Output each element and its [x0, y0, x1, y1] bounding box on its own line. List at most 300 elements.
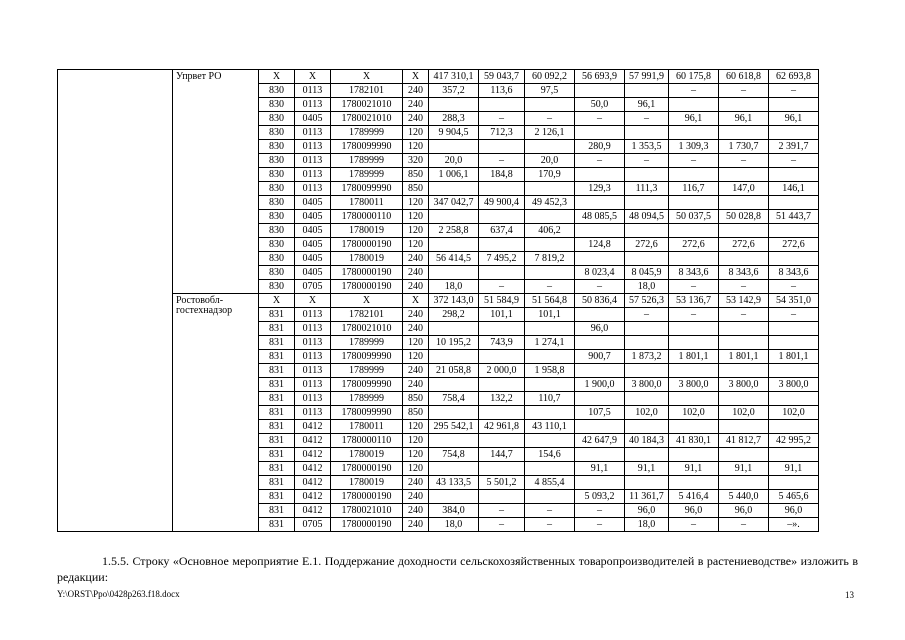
year-value-cell: 96,1: [625, 98, 669, 112]
year-value-cell: 60 175,8: [669, 70, 719, 84]
section-code-cell: 0113: [295, 350, 331, 364]
section-code-cell: 0113: [295, 406, 331, 420]
year-value-cell: [525, 98, 575, 112]
year-value-cell: [625, 252, 669, 266]
year-value-cell: [575, 476, 625, 490]
year-value-cell: 96,1: [669, 112, 719, 126]
gov-code-cell: 830: [259, 196, 295, 210]
year-value-cell: [525, 378, 575, 392]
year-value-cell: 3 800,0: [769, 378, 819, 392]
year-value-cell: –: [669, 518, 719, 532]
target-code-cell: 1780099990: [331, 350, 403, 364]
expense-type-code-cell: 240: [403, 518, 429, 532]
section-code-cell: 0113: [295, 84, 331, 98]
target-code-cell: 1780011: [331, 420, 403, 434]
year-value-cell: [669, 322, 719, 336]
year-value-cell: –: [525, 504, 575, 518]
target-code-cell: 1780099990: [331, 182, 403, 196]
year-value-cell: 1 958,8: [525, 364, 575, 378]
year-value-cell: 1 801,1: [719, 350, 769, 364]
year-value-cell: [769, 98, 819, 112]
year-value-cell: 60 092,2: [525, 70, 575, 84]
year-value-cell: [769, 448, 819, 462]
year-value-cell: –: [625, 112, 669, 126]
year-value-cell: 124,8: [575, 238, 625, 252]
expense-type-code-cell: 240: [403, 84, 429, 98]
year-value-cell: [575, 336, 625, 350]
year-value-cell: 7 819,2: [525, 252, 575, 266]
year-value-cell: [625, 392, 669, 406]
year-value-cell: 5 416,4: [669, 490, 719, 504]
total-value-cell: 18,0: [429, 518, 479, 532]
table-row: [58, 294, 868, 308]
year-value-cell: –: [625, 154, 669, 168]
year-value-cell: 154,6: [525, 448, 575, 462]
year-value-cell: 42 647,9: [575, 434, 625, 448]
year-value-cell: [525, 462, 575, 476]
year-value-cell: [575, 252, 625, 266]
gov-code-cell: 831: [259, 308, 295, 322]
year-value-cell: [669, 336, 719, 350]
year-value-cell: 97,5: [525, 84, 575, 98]
section-code-cell: 0705: [295, 280, 331, 294]
year-value-cell: 41 812,7: [719, 434, 769, 448]
year-value-cell: 5 465,6: [769, 490, 819, 504]
expense-type-code-cell: 240: [403, 112, 429, 126]
year-value-cell: 49 900,4: [479, 196, 525, 210]
year-value-cell: [525, 350, 575, 364]
year-value-cell: [719, 98, 769, 112]
year-value-cell: [625, 224, 669, 238]
year-value-cell: 101,1: [479, 308, 525, 322]
target-code-cell: 1780099990: [331, 406, 403, 420]
year-value-cell: 51 564,8: [525, 294, 575, 308]
year-value-cell: 3 800,0: [625, 378, 669, 392]
total-value-cell: [429, 238, 479, 252]
gov-code-cell: 830: [259, 252, 295, 266]
year-value-cell: –: [669, 84, 719, 98]
year-value-cell: [525, 266, 575, 280]
total-value-cell: 21 058,8: [429, 364, 479, 378]
year-value-cell: 1 353,5: [625, 140, 669, 154]
year-value-cell: [719, 420, 769, 434]
section-code-cell: 0405: [295, 196, 331, 210]
total-value-cell: 758,4: [429, 392, 479, 406]
table-row: [58, 70, 868, 84]
year-value-cell: 50 836,4: [575, 294, 625, 308]
year-value-cell: 102,0: [669, 406, 719, 420]
year-value-cell: [525, 238, 575, 252]
section-code-cell: Х: [295, 294, 331, 308]
year-value-cell: 48 094,5: [625, 210, 669, 224]
expense-type-code-cell: 240: [403, 322, 429, 336]
gov-code-cell: 831: [259, 322, 295, 336]
section-code-cell: 0113: [295, 322, 331, 336]
section-code-cell: 0113: [295, 378, 331, 392]
year-value-cell: [669, 252, 719, 266]
year-value-cell: [719, 168, 769, 182]
expense-type-code-cell: 120: [403, 238, 429, 252]
gov-code-cell: 831: [259, 462, 295, 476]
total-value-cell: [429, 462, 479, 476]
year-value-cell: –: [525, 518, 575, 532]
year-value-cell: [669, 476, 719, 490]
expense-type-code-cell: 240: [403, 98, 429, 112]
year-value-cell: [769, 476, 819, 490]
total-value-cell: [429, 266, 479, 280]
total-value-cell: 384,0: [429, 504, 479, 518]
year-value-cell: 144,7: [479, 448, 525, 462]
gov-code-cell: 830: [259, 224, 295, 238]
expense-type-code-cell: 850: [403, 168, 429, 182]
section-code-cell: 0412: [295, 448, 331, 462]
section-code-cell: 0405: [295, 112, 331, 126]
year-value-cell: 2 126,1: [525, 126, 575, 140]
year-value-cell: [479, 182, 525, 196]
gov-code-cell: 830: [259, 126, 295, 140]
target-code-cell: 1780019: [331, 448, 403, 462]
year-value-cell: 50 037,5: [669, 210, 719, 224]
total-value-cell: 298,2: [429, 308, 479, 322]
year-value-cell: 60 618,8: [719, 70, 769, 84]
expense-type-code-cell: 120: [403, 196, 429, 210]
year-value-cell: –: [575, 280, 625, 294]
year-value-cell: [479, 140, 525, 154]
expense-type-code-cell: 850: [403, 392, 429, 406]
year-value-cell: 184,8: [479, 168, 525, 182]
year-value-cell: 43 110,1: [525, 420, 575, 434]
year-value-cell: 743,9: [479, 336, 525, 350]
year-value-cell: –: [719, 308, 769, 322]
target-code-cell: 1789999: [331, 168, 403, 182]
gov-code-cell: 831: [259, 406, 295, 420]
year-value-cell: [669, 448, 719, 462]
year-value-cell: 96,0: [769, 504, 819, 518]
target-code-cell: 1789999: [331, 392, 403, 406]
target-code-cell: 1780000190: [331, 518, 403, 532]
gov-code-cell: Х: [259, 70, 295, 84]
year-value-cell: 272,6: [625, 238, 669, 252]
year-value-cell: [669, 420, 719, 434]
gov-code-cell: 831: [259, 350, 295, 364]
year-value-cell: [625, 168, 669, 182]
section-code-cell: 0405: [295, 210, 331, 224]
expense-type-code-cell: Х: [403, 294, 429, 308]
year-value-cell: [669, 126, 719, 140]
gov-code-cell: 831: [259, 476, 295, 490]
gov-code-cell: 831: [259, 504, 295, 518]
expense-type-code-cell: 120: [403, 350, 429, 364]
target-code-cell: 1789999: [331, 126, 403, 140]
year-value-cell: 129,3: [575, 182, 625, 196]
target-code-cell: 1782101: [331, 84, 403, 98]
year-value-cell: [525, 490, 575, 504]
footer-file-path: Y:\ORST\Ppo\0428p263.f18.docx: [57, 589, 180, 599]
year-value-cell: [575, 364, 625, 378]
expense-type-code-cell: 120: [403, 434, 429, 448]
section-code-cell: 0113: [295, 154, 331, 168]
gov-code-cell: 831: [259, 336, 295, 350]
target-code-cell: Х: [331, 70, 403, 84]
year-value-cell: [625, 364, 669, 378]
section-code-cell: Х: [295, 70, 331, 84]
year-value-cell: 101,1: [525, 308, 575, 322]
year-value-cell: 2 391,7: [769, 140, 819, 154]
year-value-cell: [525, 140, 575, 154]
target-code-cell: 1780021010: [331, 112, 403, 126]
target-code-cell: 1780000190: [331, 280, 403, 294]
year-value-cell: –: [575, 154, 625, 168]
target-code-cell: 1780000110: [331, 210, 403, 224]
year-value-cell: [769, 336, 819, 350]
year-value-cell: [479, 406, 525, 420]
year-value-cell: [479, 378, 525, 392]
year-value-cell: 96,0: [669, 504, 719, 518]
section-code-cell: 0113: [295, 392, 331, 406]
year-value-cell: [479, 322, 525, 336]
target-code-cell: 1780000190: [331, 238, 403, 252]
section-code-cell: 0405: [295, 266, 331, 280]
year-value-cell: –: [625, 308, 669, 322]
section-code-cell: 0705: [295, 518, 331, 532]
expense-type-code-cell: 850: [403, 406, 429, 420]
expense-type-code-cell: 120: [403, 462, 429, 476]
year-value-cell: [525, 434, 575, 448]
year-value-cell: 272,6: [669, 238, 719, 252]
year-value-cell: [719, 126, 769, 140]
year-value-cell: [669, 196, 719, 210]
year-value-cell: [479, 434, 525, 448]
section-code-cell: 0412: [295, 462, 331, 476]
total-value-cell: [429, 98, 479, 112]
year-value-cell: 406,2: [525, 224, 575, 238]
instruction-paragraph: 1.5.5. Строку «Основное мероприятие Е.1. Поддержание доходности сельскохозяйственных товаропроизводителей в растениеводстве» изложить в редакции:: [57, 554, 858, 584]
expense-type-code-cell: 240: [403, 476, 429, 490]
year-value-cell: 96,0: [625, 504, 669, 518]
year-value-cell: 20,0: [525, 154, 575, 168]
expense-type-code-cell: 850: [403, 182, 429, 196]
expense-type-code-cell: 240: [403, 280, 429, 294]
gov-code-cell: 830: [259, 154, 295, 168]
year-value-cell: [479, 490, 525, 504]
year-value-cell: [769, 252, 819, 266]
year-value-cell: 59 043,7: [479, 70, 525, 84]
executor-cell: Ростовобл-гостехнадзор: [173, 294, 259, 532]
gov-code-cell: 831: [259, 378, 295, 392]
target-code-cell: 1780011: [331, 196, 403, 210]
section-code-cell: 0412: [295, 434, 331, 448]
total-value-cell: 10 195,2: [429, 336, 479, 350]
year-value-cell: [769, 364, 819, 378]
target-code-cell: 1780021010: [331, 98, 403, 112]
year-value-cell: 110,7: [525, 392, 575, 406]
year-value-cell: [769, 322, 819, 336]
year-value-cell: [575, 392, 625, 406]
year-value-cell: [669, 392, 719, 406]
total-value-cell: 357,2: [429, 84, 479, 98]
year-value-cell: 147,0: [719, 182, 769, 196]
section-code-cell: 0113: [295, 98, 331, 112]
target-code-cell: 1780019: [331, 252, 403, 266]
total-value-cell: [429, 322, 479, 336]
year-value-cell: 1 900,0: [575, 378, 625, 392]
year-value-cell: 57 991,9: [625, 70, 669, 84]
year-value-cell: –».: [769, 518, 819, 532]
table-body: [58, 70, 868, 532]
year-value-cell: –: [769, 308, 819, 322]
gov-code-cell: 831: [259, 490, 295, 504]
year-value-cell: 272,6: [719, 238, 769, 252]
year-value-cell: 8 343,6: [669, 266, 719, 280]
year-value-cell: 49 452,3: [525, 196, 575, 210]
year-value-cell: –: [575, 518, 625, 532]
target-code-cell: 1789999: [331, 154, 403, 168]
year-value-cell: 18,0: [625, 518, 669, 532]
year-value-cell: [525, 406, 575, 420]
target-code-cell: 1780000190: [331, 462, 403, 476]
year-value-cell: 51 584,9: [479, 294, 525, 308]
section-code-cell: 0412: [295, 420, 331, 434]
year-value-cell: 146,1: [769, 182, 819, 196]
year-value-cell: [769, 196, 819, 210]
year-value-cell: 42 961,8: [479, 420, 525, 434]
section-code-cell: 0412: [295, 504, 331, 518]
year-value-cell: [719, 252, 769, 266]
year-value-cell: 4 855,4: [525, 476, 575, 490]
gov-code-cell: 830: [259, 210, 295, 224]
year-value-cell: –: [719, 84, 769, 98]
year-value-cell: [769, 420, 819, 434]
year-value-cell: 132,2: [479, 392, 525, 406]
year-value-cell: [479, 462, 525, 476]
section-code-cell: 0405: [295, 252, 331, 266]
target-code-cell: 1780000190: [331, 490, 403, 504]
year-value-cell: 96,1: [769, 112, 819, 126]
total-value-cell: [429, 350, 479, 364]
year-value-cell: –: [479, 280, 525, 294]
year-value-cell: 1 730,7: [719, 140, 769, 154]
year-value-cell: 96,0: [719, 504, 769, 518]
target-code-cell: 1780019: [331, 224, 403, 238]
year-value-cell: 113,6: [479, 84, 525, 98]
year-value-cell: 8 023,4: [575, 266, 625, 280]
year-value-cell: 91,1: [719, 462, 769, 476]
section-code-cell: 0113: [295, 182, 331, 196]
year-value-cell: 1 801,1: [669, 350, 719, 364]
expense-type-code-cell: 240: [403, 266, 429, 280]
year-value-cell: [625, 196, 669, 210]
gov-code-cell: 830: [259, 182, 295, 196]
expense-type-code-cell: 320: [403, 154, 429, 168]
total-value-cell: 9 904,5: [429, 126, 479, 140]
year-value-cell: 5 440,0: [719, 490, 769, 504]
gov-code-cell: 830: [259, 280, 295, 294]
total-value-cell: 288,3: [429, 112, 479, 126]
year-value-cell: –: [479, 504, 525, 518]
year-value-cell: 8 045,9: [625, 266, 669, 280]
section-code-cell: 0113: [295, 168, 331, 182]
year-value-cell: [479, 238, 525, 252]
total-value-cell: 754,8: [429, 448, 479, 462]
year-value-cell: 18,0: [625, 280, 669, 294]
year-value-cell: [719, 196, 769, 210]
section-code-cell: 0113: [295, 308, 331, 322]
year-value-cell: [625, 476, 669, 490]
year-value-cell: [719, 392, 769, 406]
year-value-cell: –: [719, 154, 769, 168]
year-value-cell: 57 526,3: [625, 294, 669, 308]
year-value-cell: 102,0: [719, 406, 769, 420]
year-value-cell: 40 184,3: [625, 434, 669, 448]
year-value-cell: [625, 448, 669, 462]
gov-code-cell: 830: [259, 140, 295, 154]
expense-type-code-cell: 120: [403, 210, 429, 224]
expense-type-code-cell: 240: [403, 308, 429, 322]
target-code-cell: 1780021010: [331, 322, 403, 336]
year-value-cell: 107,5: [575, 406, 625, 420]
year-value-cell: 8 343,6: [769, 266, 819, 280]
year-value-cell: [719, 448, 769, 462]
year-value-cell: 91,1: [625, 462, 669, 476]
year-value-cell: 53 136,7: [669, 294, 719, 308]
gov-code-cell: 830: [259, 266, 295, 280]
year-value-cell: 50 028,8: [719, 210, 769, 224]
year-value-cell: [479, 266, 525, 280]
year-value-cell: [625, 420, 669, 434]
year-value-cell: –: [525, 280, 575, 294]
year-value-cell: 96,0: [575, 322, 625, 336]
year-value-cell: [769, 224, 819, 238]
target-code-cell: 1780021010: [331, 504, 403, 518]
expense-type-code-cell: 120: [403, 420, 429, 434]
expense-type-code-cell: Х: [403, 70, 429, 84]
year-value-cell: [719, 322, 769, 336]
year-value-cell: 5 093,2: [575, 490, 625, 504]
target-code-cell: Х: [331, 294, 403, 308]
total-value-cell: 1 006,1: [429, 168, 479, 182]
total-value-cell: 417 310,1: [429, 70, 479, 84]
year-value-cell: [575, 84, 625, 98]
year-value-cell: 1 274,1: [525, 336, 575, 350]
year-value-cell: 900,7: [575, 350, 625, 364]
year-value-cell: 1 309,3: [669, 140, 719, 154]
total-value-cell: 2 258,8: [429, 224, 479, 238]
year-value-cell: [479, 98, 525, 112]
year-value-cell: [525, 322, 575, 336]
year-value-cell: –: [719, 280, 769, 294]
year-value-cell: [719, 364, 769, 378]
year-value-cell: 111,3: [625, 182, 669, 196]
year-value-cell: 8 343,6: [719, 266, 769, 280]
target-code-cell: 1780019: [331, 476, 403, 490]
year-value-cell: [479, 210, 525, 224]
total-value-cell: 372 143,0: [429, 294, 479, 308]
gov-code-cell: 831: [259, 448, 295, 462]
year-value-cell: 5 501,2: [479, 476, 525, 490]
year-value-cell: 116,7: [669, 182, 719, 196]
executor-cell: Упрвет РО: [173, 70, 259, 294]
gov-code-cell: 830: [259, 112, 295, 126]
year-value-cell: –: [575, 504, 625, 518]
section-code-cell: 0405: [295, 224, 331, 238]
year-value-cell: 11 361,7: [625, 490, 669, 504]
total-value-cell: [429, 378, 479, 392]
section-code-cell: 0113: [295, 126, 331, 140]
year-value-cell: [479, 350, 525, 364]
year-value-cell: –: [479, 518, 525, 532]
year-value-cell: –: [669, 280, 719, 294]
year-value-cell: [625, 336, 669, 350]
